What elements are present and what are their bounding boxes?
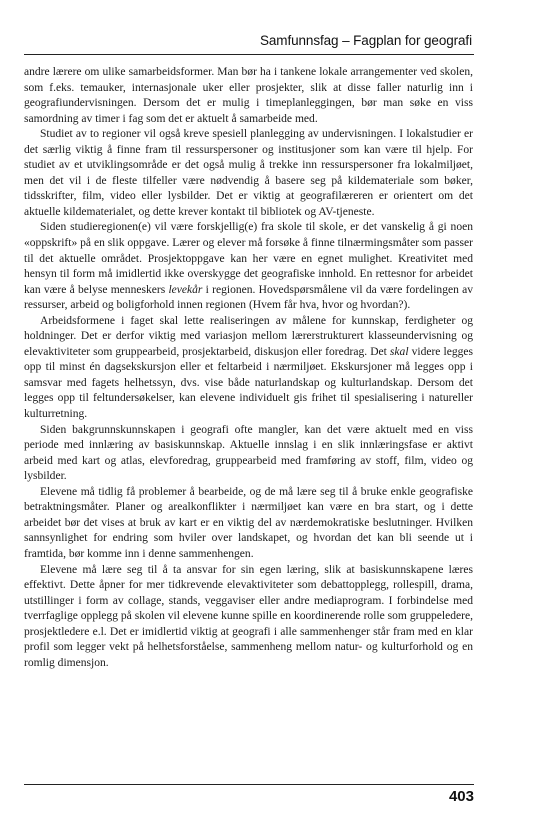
footer-rule — [24, 784, 474, 785]
paragraph — [24, 314, 473, 423]
emphasized-text: skal — [389, 345, 409, 358]
paragraph — [24, 220, 473, 313]
text-run: Arbeidsformene i faget skal lette realiseringen av målene for kunnskap, ferdigheter og holdninger. Det er derfor viktig med variasjon mellom lærerstrukturert klasseundervisning og elevaktiviteter som gruppearbeid, prosjektarbeid, diskusjon eller foredrag. Det — [24, 314, 473, 358]
page-number: 403 — [448, 788, 474, 805]
emphasized-text: levekår — [168, 283, 203, 296]
text-run: Elevene må tidlig få problemer å bearbeide, og de må lære seg til å bruke enkle geografiske betraktningsmåter. Planer og arealkonflikter i nærmiljøet kan være en bra start, og i dette arbeidet bør det vises at bruk av kart er en viktig del av nærdemokratiske beslutninger. Hvilken sannsynlighet for endring som hviler over landskapet, og hvordan det kan bli seende ut i framtida, bør komme inn i denne sammenhengen. — [24, 485, 473, 560]
text-run: videre legges opp til minst én dagsekskursjon eller et feltarbeid i nærmiljøet. Ekskursjoner må legges opp i samsvar med fagets helhetssyn, dvs. vise både naturlandskap og kulturlandskap. Dersom det legges opp til feltundersøkelser, kan elevene individuelt gis frihet til spesialisering i natureller kulturretning. — [24, 345, 473, 421]
paragraph — [24, 423, 473, 485]
body-text — [24, 65, 473, 671]
paragraph — [24, 65, 473, 127]
paragraph — [24, 485, 473, 563]
paragraph — [24, 563, 473, 672]
text-run: Studiet av to regioner vil også kreve spesiell planlegging av undervisningen. I lokalstudier er det særlig viktig å finne fram til ressurspersoner og institusjoner som kan være til hjelp. For studiet av et utviklingsområde er det også mulig å trekke inn ressurspersoner fra lokalmiljøet, men det vil i de fleste tilfeller være nødvendig å basere seg på kildemateriale som bøker, tidsskrifter, film, video eller lysbilder. Det er viktig at geografilæreren er orientert om det aktuelle kildematerialet, og dette krever kontakt til bibliotek og AV-tjeneste. — [24, 128, 473, 218]
text-run: Elevene må lære seg til å ta ansvar for sin egen læring, slik at basiskunnskapene læres effektivt. Dette åpner for mer tidkrevende elevaktiviteter som debattopplegg, rollespill, drama, utstillinger i form av collage, stands, veggaviser eller andre mediaprogram. I forbindelse med tverrfaglige opplegg på skolen vil elevene kunne spille en koordinerende rolle som gruppeledere, prosjektledere e.l. Det er imidlertid viktig at geografi i alle sammenhenger står fram med en klar profil som legger vekt på helhetsforståelse, sammenheng mellom natur- og kulturforhold og en romlig dimensjon. — [24, 563, 473, 669]
paragraph — [24, 127, 473, 220]
text-run: Siden studieregionen(e) vil være forskjellig(e) fra skole til skole, er det vanskelig å gi noen «oppskrift» på en slik oppgave. Lærer og elever må forsøke å finne tilnærmingsmåter som passer til det aktuelle området. Prosjektoppgave kan her være en egnet mulighet. Kreativitet med hensyn til form må imidlertid ikke overskygge det geografiske innhold. En rettesnor for arbeidet kan være å belyse menneskers — [24, 221, 473, 296]
running-header: Samfunnsfag – Fagplan for geografi — [260, 33, 472, 48]
text-run: i regionen. Hovedspørsmålene vil da være fordelingen av ressurser, arbeid og boligforhold innen regionen (Hvem får hva, hvor og hvordan?). — [24, 283, 473, 312]
text-run: Siden bakgrunnskunnskapen i geografi ofte mangler, kan det være aktuelt med en viss periode med innlæring av basiskunnskap. Aktuelle innslag i en slik innlæringsfase er aktivt arbeid med kart og atlas, elevforedrag, gruppearbeid med framføring av stoff, film, video og lysbilder. — [24, 423, 473, 483]
header-rule — [24, 54, 474, 55]
text-run: andre lærere om ulike samarbeidsformer. Man bør ha i tankene lokale arrangementer ved skolen, som f.eks. temauker, internasjonale uker eller prosjekter, slik at disse faller naturlig inn i geografiundervisningen. Dersom det er mulig i timeplanleggingen, bør man søke en viss samordning av timer i fag som det er aktuelt å samarbeide med. — [24, 66, 473, 125]
